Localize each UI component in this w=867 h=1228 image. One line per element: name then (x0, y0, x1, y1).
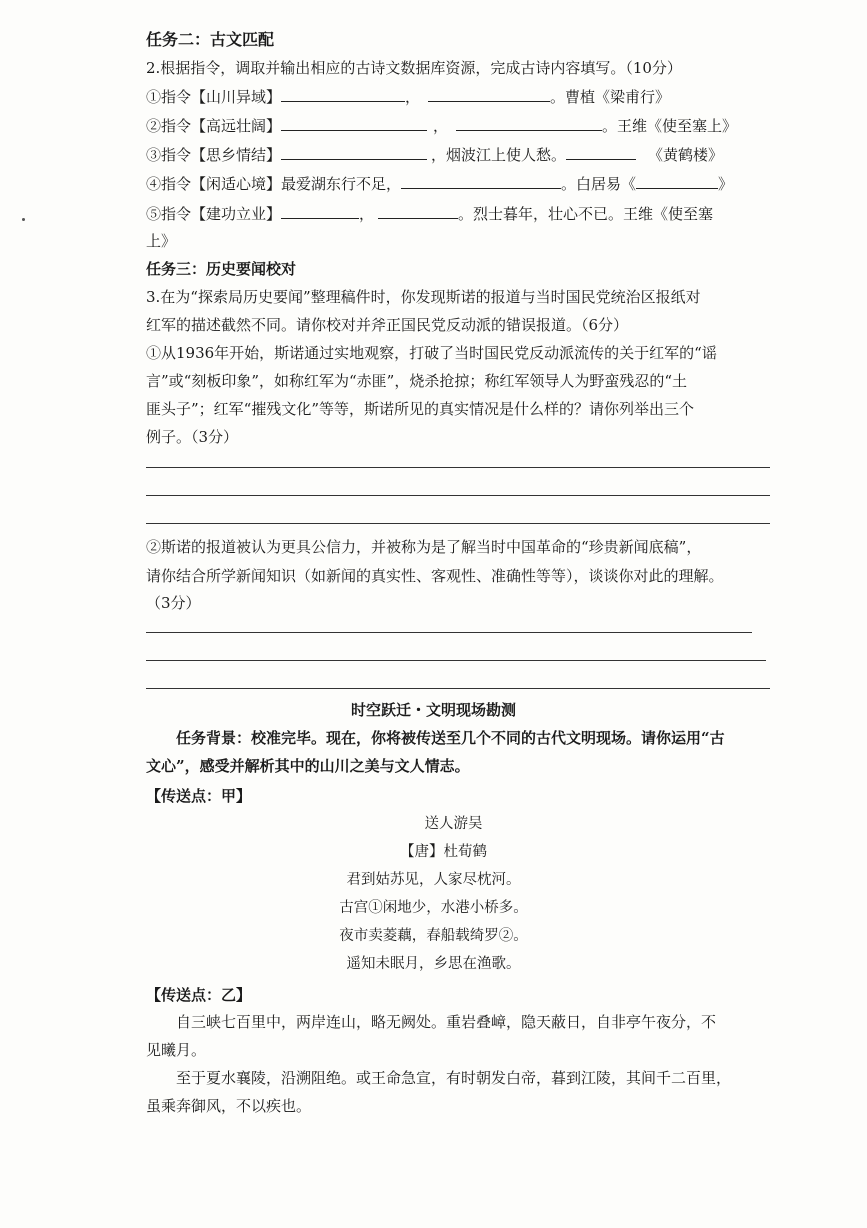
poem-line-4: 遥知未眠月，乡思在渔歌。 (346, 956, 521, 972)
poem-line-2: 古宫①闲地少，水港小桥多。 (339, 900, 528, 916)
sub1-line2: 言”或“刻板印象”，如称红军为“赤匪”，烧杀抢掠；称红军领导人为野蛮残忍的“土 (146, 372, 688, 390)
item1-source: 。曹植《梁甫行》 (550, 88, 671, 106)
answer-line[interactable] (146, 495, 770, 496)
blank-3a[interactable] (281, 145, 427, 160)
task2-question: 2.根据指令，调取并输出相应的古诗文数据库资源，完成古诗内容填写。（10分） (146, 59, 682, 77)
sub1-line4: 例子。（3分） (146, 428, 239, 446)
item5-prompt: ⑤指令【建功立业】 (146, 205, 282, 223)
sub2-line1: ②斯诺的报道被认为更具公信力，并被称为是了解当时中国革命的“珍贵新闻底稿”， (146, 538, 702, 556)
poem-line-3: 夜市卖菱藕，春船载绮罗②。 (339, 928, 528, 944)
item2-mid: ， (433, 117, 449, 135)
prose-line-2: 见曦月。 (146, 1041, 207, 1059)
transport-point-b: 【传送点：乙】 (146, 986, 252, 1004)
item3-source: 《黄鹤楼》 (648, 146, 724, 164)
answer-line[interactable] (146, 523, 770, 524)
item4-mid: 。白居易《 (561, 175, 637, 193)
answer-line[interactable] (146, 632, 752, 633)
fill-item-5-cont: 上》 (146, 232, 177, 250)
poem-line-1: 君到姑苏见，人家尽枕河。 (346, 872, 521, 888)
blank-3b[interactable] (566, 145, 636, 160)
item4-source: 》 (718, 175, 734, 193)
sub2-line3: （3分） (146, 594, 201, 612)
blank-4a[interactable] (401, 174, 561, 189)
sub2-line2: 请你结合所学新闻知识（如新闻的真实性、客观性、准确性等等），谈谈你对此的理解。 (146, 567, 724, 585)
prose-line-3: 至于夏水襄陵，沿溯阻绝。或王命急宣，有时朝发白帝，暮到江陵，其间千二百里， (176, 1069, 732, 1087)
poem-title: 送人游吴 (424, 816, 483, 832)
task3-q-line2: 红军的描述截然不同。请你校对并斧正国民党反动派的错误报道。（6分） (146, 316, 629, 334)
answer-line[interactable] (146, 660, 766, 661)
poem-author: 【唐】杜荀鹤 (400, 844, 487, 860)
fill-item-2 (146, 116, 737, 136)
item2-prompt: ②指令【高远壮阔】 (146, 117, 282, 135)
scan-speck (22, 218, 25, 221)
answer-line[interactable] (146, 688, 770, 689)
background-line1: 任务背景：校准完毕。现在，你将被传送至几个不同的古代文明现场。请你运用“古 (176, 729, 725, 747)
item4-prompt: ④指令【闲适心境】最爱湖东行不足， (146, 175, 402, 193)
sub1-line1: ①从1936年开始，斯诺通过实地观察，打破了当时国民党反动派流传的关于红军的“谣 (146, 344, 717, 362)
fill-item-5 (146, 204, 713, 224)
item3-mid: ，烟波江上使人愁。 (431, 146, 567, 164)
blank-4b[interactable] (636, 174, 718, 189)
fill-item-3 (146, 145, 723, 165)
prose-line-1: 自三峡七百里中，两岸连山，略无阙处。重岩叠嶂，隐天蔽日，自非亭午夜分，不 (176, 1013, 717, 1031)
item5-source: 。烈士暮年，壮心不已。王维《使至塞 (458, 205, 714, 223)
task2-title: 任务二：古文匹配 (146, 30, 275, 49)
background-line2: 文心”，感受并解析其中的山川之美与文人情志。 (146, 757, 470, 775)
blank-2b[interactable] (456, 116, 602, 131)
blank-5b[interactable] (378, 204, 458, 219)
blank-5a[interactable] (281, 204, 359, 219)
item1-prompt: ①指令【山川异域】 (146, 88, 282, 106)
task3-q-line1: 3.在为“探索局历史要闻”整理稿件时，你发现斯诺的报道与当时国民党统治区报纸对 (146, 288, 701, 306)
prose-line-4: 虽乘奔御风，不以疾也。 (146, 1097, 312, 1115)
answer-line[interactable] (146, 467, 770, 468)
item2-source: 。王维《使至塞上》 (602, 117, 738, 135)
item1-mid: ， (405, 88, 421, 106)
blank-1b[interactable] (428, 87, 550, 102)
fill-item-1 (146, 87, 670, 107)
section-title: 时空跃迁・文明现场勘测 (350, 701, 516, 719)
fill-item-4 (146, 174, 733, 194)
item3-prompt: ③指令【思乡情结】 (146, 146, 282, 164)
item5-mid: ， (359, 205, 375, 223)
blank-1a[interactable] (281, 87, 405, 102)
task3-title: 任务三：历史要闻校对 (146, 260, 297, 278)
sub1-line3: 匪头子”；红军“摧残文化”等等，斯诺所见的真实情况是什么样的？请你列举出三个 (146, 400, 695, 418)
blank-2a[interactable] (281, 116, 427, 131)
transport-point-a: 【传送点：甲】 (146, 787, 252, 805)
